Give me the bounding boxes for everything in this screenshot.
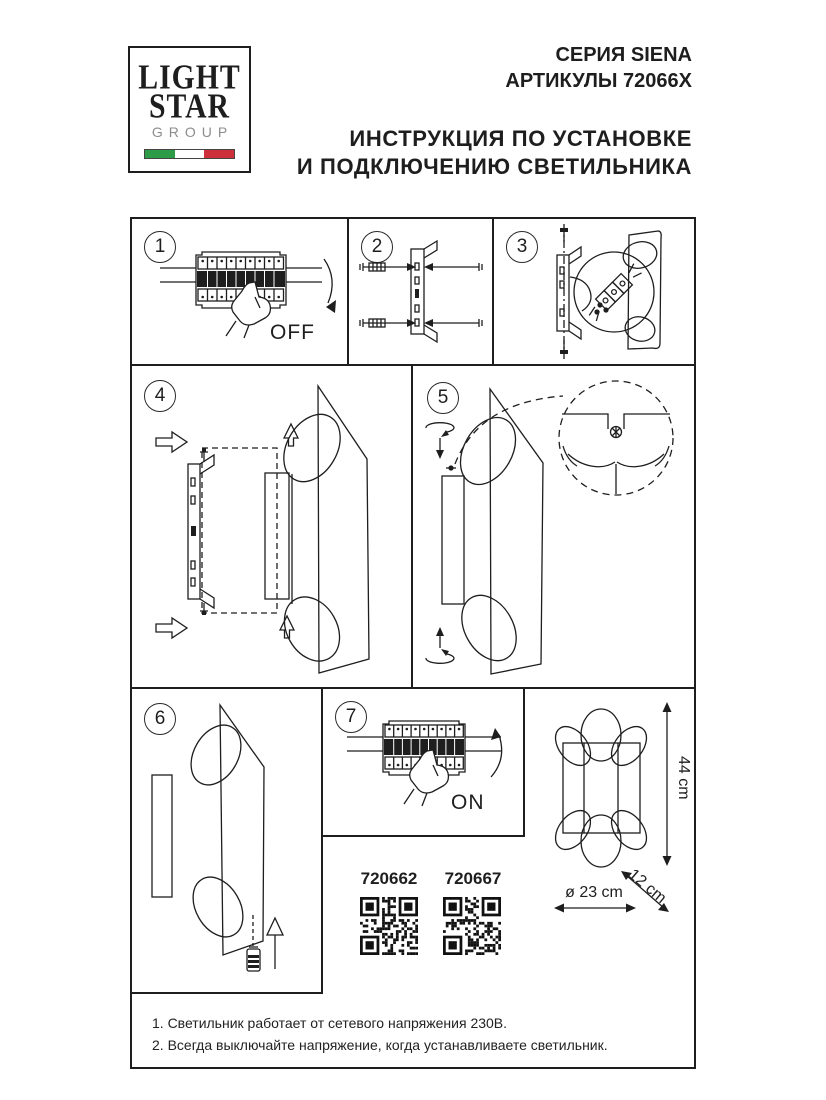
fixture-mounting-drawing [132,366,411,687]
on-label: ON [451,791,485,814]
safety-notes [152,1012,608,1056]
arrow-up-icon [491,728,502,777]
height-dimension-arrow [663,702,672,866]
lamp-bulb-icon [247,947,260,971]
diameter-dimension-label: ø 23 cm [565,884,623,901]
step-number-2: 2 [361,231,393,263]
lamp-insertion-drawing [132,689,321,992]
height-dimension-label: 44 cm [675,756,692,800]
step-number-5: 5 [427,382,459,414]
wiring-connection-drawing [494,219,694,364]
breaker-switch-row [197,271,285,287]
mounting-bracket-drawing [349,219,492,364]
qr-code-720662 [360,897,418,955]
logo-word-star: STAR [148,85,231,126]
step-number-3: 3 [506,231,538,263]
instruction-title-line2: И ПОДКЛЮЧЕНИЮ СВЕТИЛЬНИКА [296,154,692,179]
note-line-2: 2. Всегда выключайте напряжение, когда устанавливаете светильник. [152,1037,608,1053]
diameter-dimension-arrow [554,904,636,913]
step-number-1: 1 [144,231,176,263]
arrow-right-icon [156,432,187,638]
step-panel-3 [492,217,696,366]
circuit-breaker-on-drawing [323,689,523,835]
logo-word-light: LIGHT [138,56,241,97]
rotation-arrow-icon [426,627,454,663]
screw-icon [446,465,456,470]
fixture-drawing [442,389,543,674]
fixture-fixing-drawing [413,366,694,687]
article-code-720667: 720667 [444,869,502,888]
fixture-side-drawing [620,231,661,349]
step-panel-4 [130,364,413,689]
off-label: OFF [270,321,315,344]
flag-red [204,150,234,158]
screw-detail-magnifier [559,381,673,495]
lightstar-logo [128,46,251,173]
step-number-7: 7 [335,701,367,733]
wall-anchor-screws-top [360,263,482,271]
step-number-4: 4 [144,380,176,412]
step-panel-1 [130,217,349,366]
articles-title: АРТИКУЛЫ 72066X [505,70,692,92]
flag-white [175,150,205,158]
depth-dimension-label: 12 cm [625,866,670,908]
step-panel-5 [411,364,696,689]
qr-code-720667 [443,897,501,955]
arrow-up-icon [267,918,283,969]
logo-word-group: GROUP [151,124,234,140]
note-line-1: 1. Светильник работает от сетевого напряжения 230В. [152,1015,508,1031]
rotation-arrow-icon [426,423,454,459]
step-panel-7 [321,687,525,837]
step-number-6: 6 [144,703,176,735]
article-code-720662: 720662 [360,869,418,888]
arrow-down-icon [324,259,336,313]
flag-green [145,150,175,158]
step-panel-6 [130,687,323,994]
step-panel-2 [347,217,494,366]
italian-flag-stripe [144,149,235,159]
instruction-title-line1: ИНСТРУКЦИЯ ПО УСТАНОВКЕ [349,126,692,151]
series-title: СЕРИЯ SIENA [555,44,692,66]
terminal-detail-magnifier [570,252,654,332]
hand-icon [226,282,270,338]
fixture-drawing [152,705,264,955]
wall-anchor-screws-bottom [360,319,482,327]
